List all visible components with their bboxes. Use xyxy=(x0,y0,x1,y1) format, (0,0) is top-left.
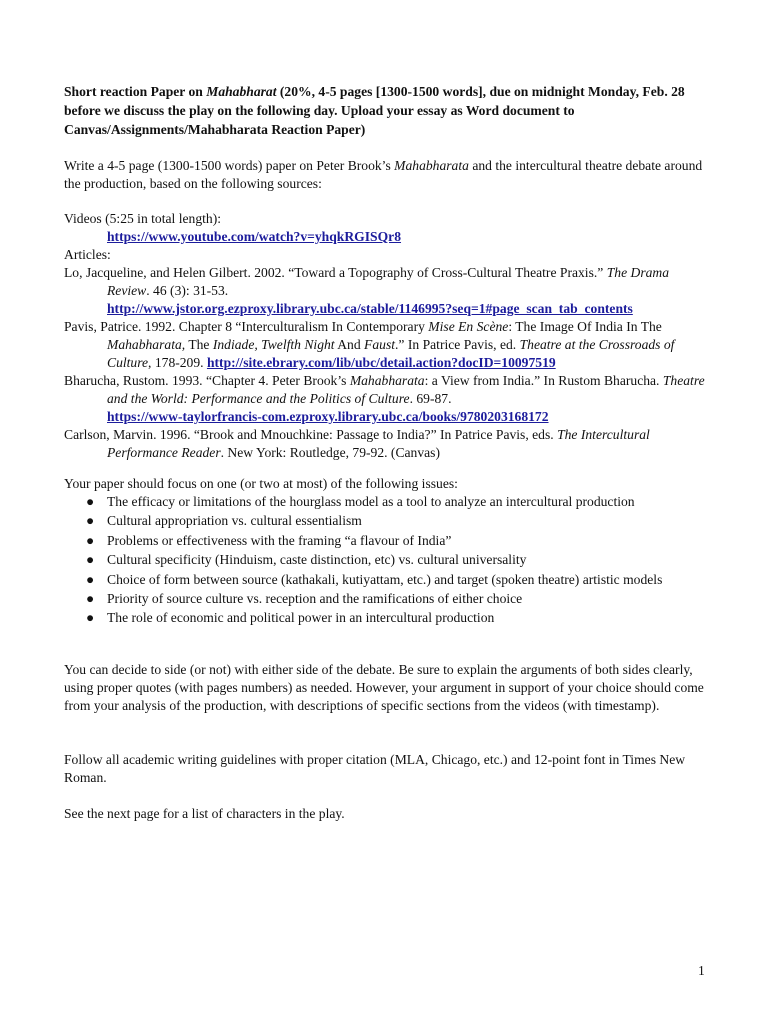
jstor-article-link[interactable]: http://www.jstor.org.ezproxy.library.ubc.ca/stable/1146995?seq=1#page_scan_tab_contents xyxy=(107,301,633,316)
issues-intro: Your paper should focus on one (or two at most) of the following issues: xyxy=(64,476,458,491)
youtube-video-link[interactable]: https://www.youtube.com/watch?v=yhqkRGISQr8 xyxy=(107,229,402,244)
issue-item: ● Cultural appropriation vs. cultural essentialism xyxy=(86,513,362,529)
page-number: 1 xyxy=(698,963,705,978)
sources-section xyxy=(64,210,709,462)
issue-item: ● The efficacy or limitations of the hourglass model as a tool to analyze an intercultural production xyxy=(86,494,635,509)
next-page-note: See the next page for a list of characters in the play. xyxy=(64,806,345,821)
bullet-icon: ● xyxy=(86,494,95,509)
issue-item: ● Problems or effectiveness with the framing “a flavour of India” xyxy=(86,532,452,548)
citation-carlson: Carlson, Marvin. 1996. “Brook and Mnouchkine: Passage to India?” In Patrice Pavis, eds. The Intercultural Performance Reader. New York: Routledge, 79-92. (Canvas) xyxy=(64,427,650,460)
issue-item: ● Priority of source culture vs. reception and the ramifications of either choice xyxy=(86,590,523,606)
citation-lo-gilbert: Lo, Jacqueline, and Helen Gilbert. 2002. “Toward a Topography of Cross-Cultural Theatre Praxis.” The Drama Review. 46 (3): 31-53. http://www.jstor.org.ezproxy.library.ubc.ca/stable/1146995?seq=1#page_scan_tab_contents xyxy=(64,265,670,316)
issue-item: ● The role of economic and political power in an intercultural production xyxy=(86,610,495,626)
videos-heading: Videos (5:25 in total length): xyxy=(64,211,221,226)
bullet-icon: ● xyxy=(86,571,95,587)
issues-section xyxy=(64,475,709,629)
taylorfrancis-book-link[interactable]: https://www-taylorfrancis-com.ezproxy.library.ubc.ca/books/9780203168172 xyxy=(107,409,549,424)
bullet-icon: ● xyxy=(86,610,95,626)
issues-list xyxy=(64,493,709,627)
articles-heading: Articles: xyxy=(64,247,111,262)
bullet-icon: ● xyxy=(86,532,95,548)
video-link-line xyxy=(64,228,709,246)
guidelines-paragraph: Follow all academic writing guidelines with proper citation (MLA, Chicago, etc.) and 12-point font in Times New Roman. xyxy=(64,752,686,785)
debate-paragraph: You can decide to side (or not) with either side of the debate. Be sure to explain the arguments of both sides clearly, using proper quotes (with pages numbers) as needed. However, your argument in support of your choice should come from your analysis of the production, with descriptions of specific sections from the videos (with timestamp). xyxy=(64,662,704,713)
ebrary-book-link[interactable]: http://site.ebrary.com/lib/ubc/detail.action?docID=10097519 xyxy=(206,355,556,370)
bullet-icon: ● xyxy=(86,590,95,606)
issue-item: ● Choice of form between source (kathakali, kutiyattam, etc.) and target (spoken theatre) artistic models xyxy=(86,571,663,587)
assignment-title: Short reaction Paper on Mahabharat (20%, 4-5 pages [1300-1500 words], due on midnight Monday, Feb. 28 before we discuss the play on the following day. Upload your essay as Word document to Canvas/Assignments/Mahabharata Reaction Paper) xyxy=(64,84,685,137)
bullet-icon: ● xyxy=(86,513,95,529)
issue-item: ● Cultural specificity (Hinduism, caste distinction, etc) vs. cultural universality xyxy=(86,552,527,568)
citation-pavis: Pavis, Patrice. 1992. Chapter 8 “Interculturalism In Contemporary Mise En Scène: The Image Of India In The Mahabharata, The Indiade, Twelfth Night And Faust.” In Patrice Pavis, ed. Theatre at the Crossroads of Culture, 178-209. http://site.ebrary.com/lib/ubc/detail.action?docID=10097519 xyxy=(64,319,675,370)
intro-paragraph: Write a 4-5 page (1300-1500 words) paper on Peter Brook’s Mahabharata and the intercultural theatre debate around the production, based on the following sources: xyxy=(64,158,703,191)
citation-bharucha: Bharucha, Rustom. 1993. “Chapter 4. Peter Brook’s Mahabharata: a View from India.” In Rustom Bharucha. Theatre and the World: Performance and the Politics of Culture. 69-87. https://www-taylorfrancis-com.ezproxy.library.ubc.ca/books/9780203168172 xyxy=(64,373,705,424)
bullet-icon: ● xyxy=(86,552,95,568)
